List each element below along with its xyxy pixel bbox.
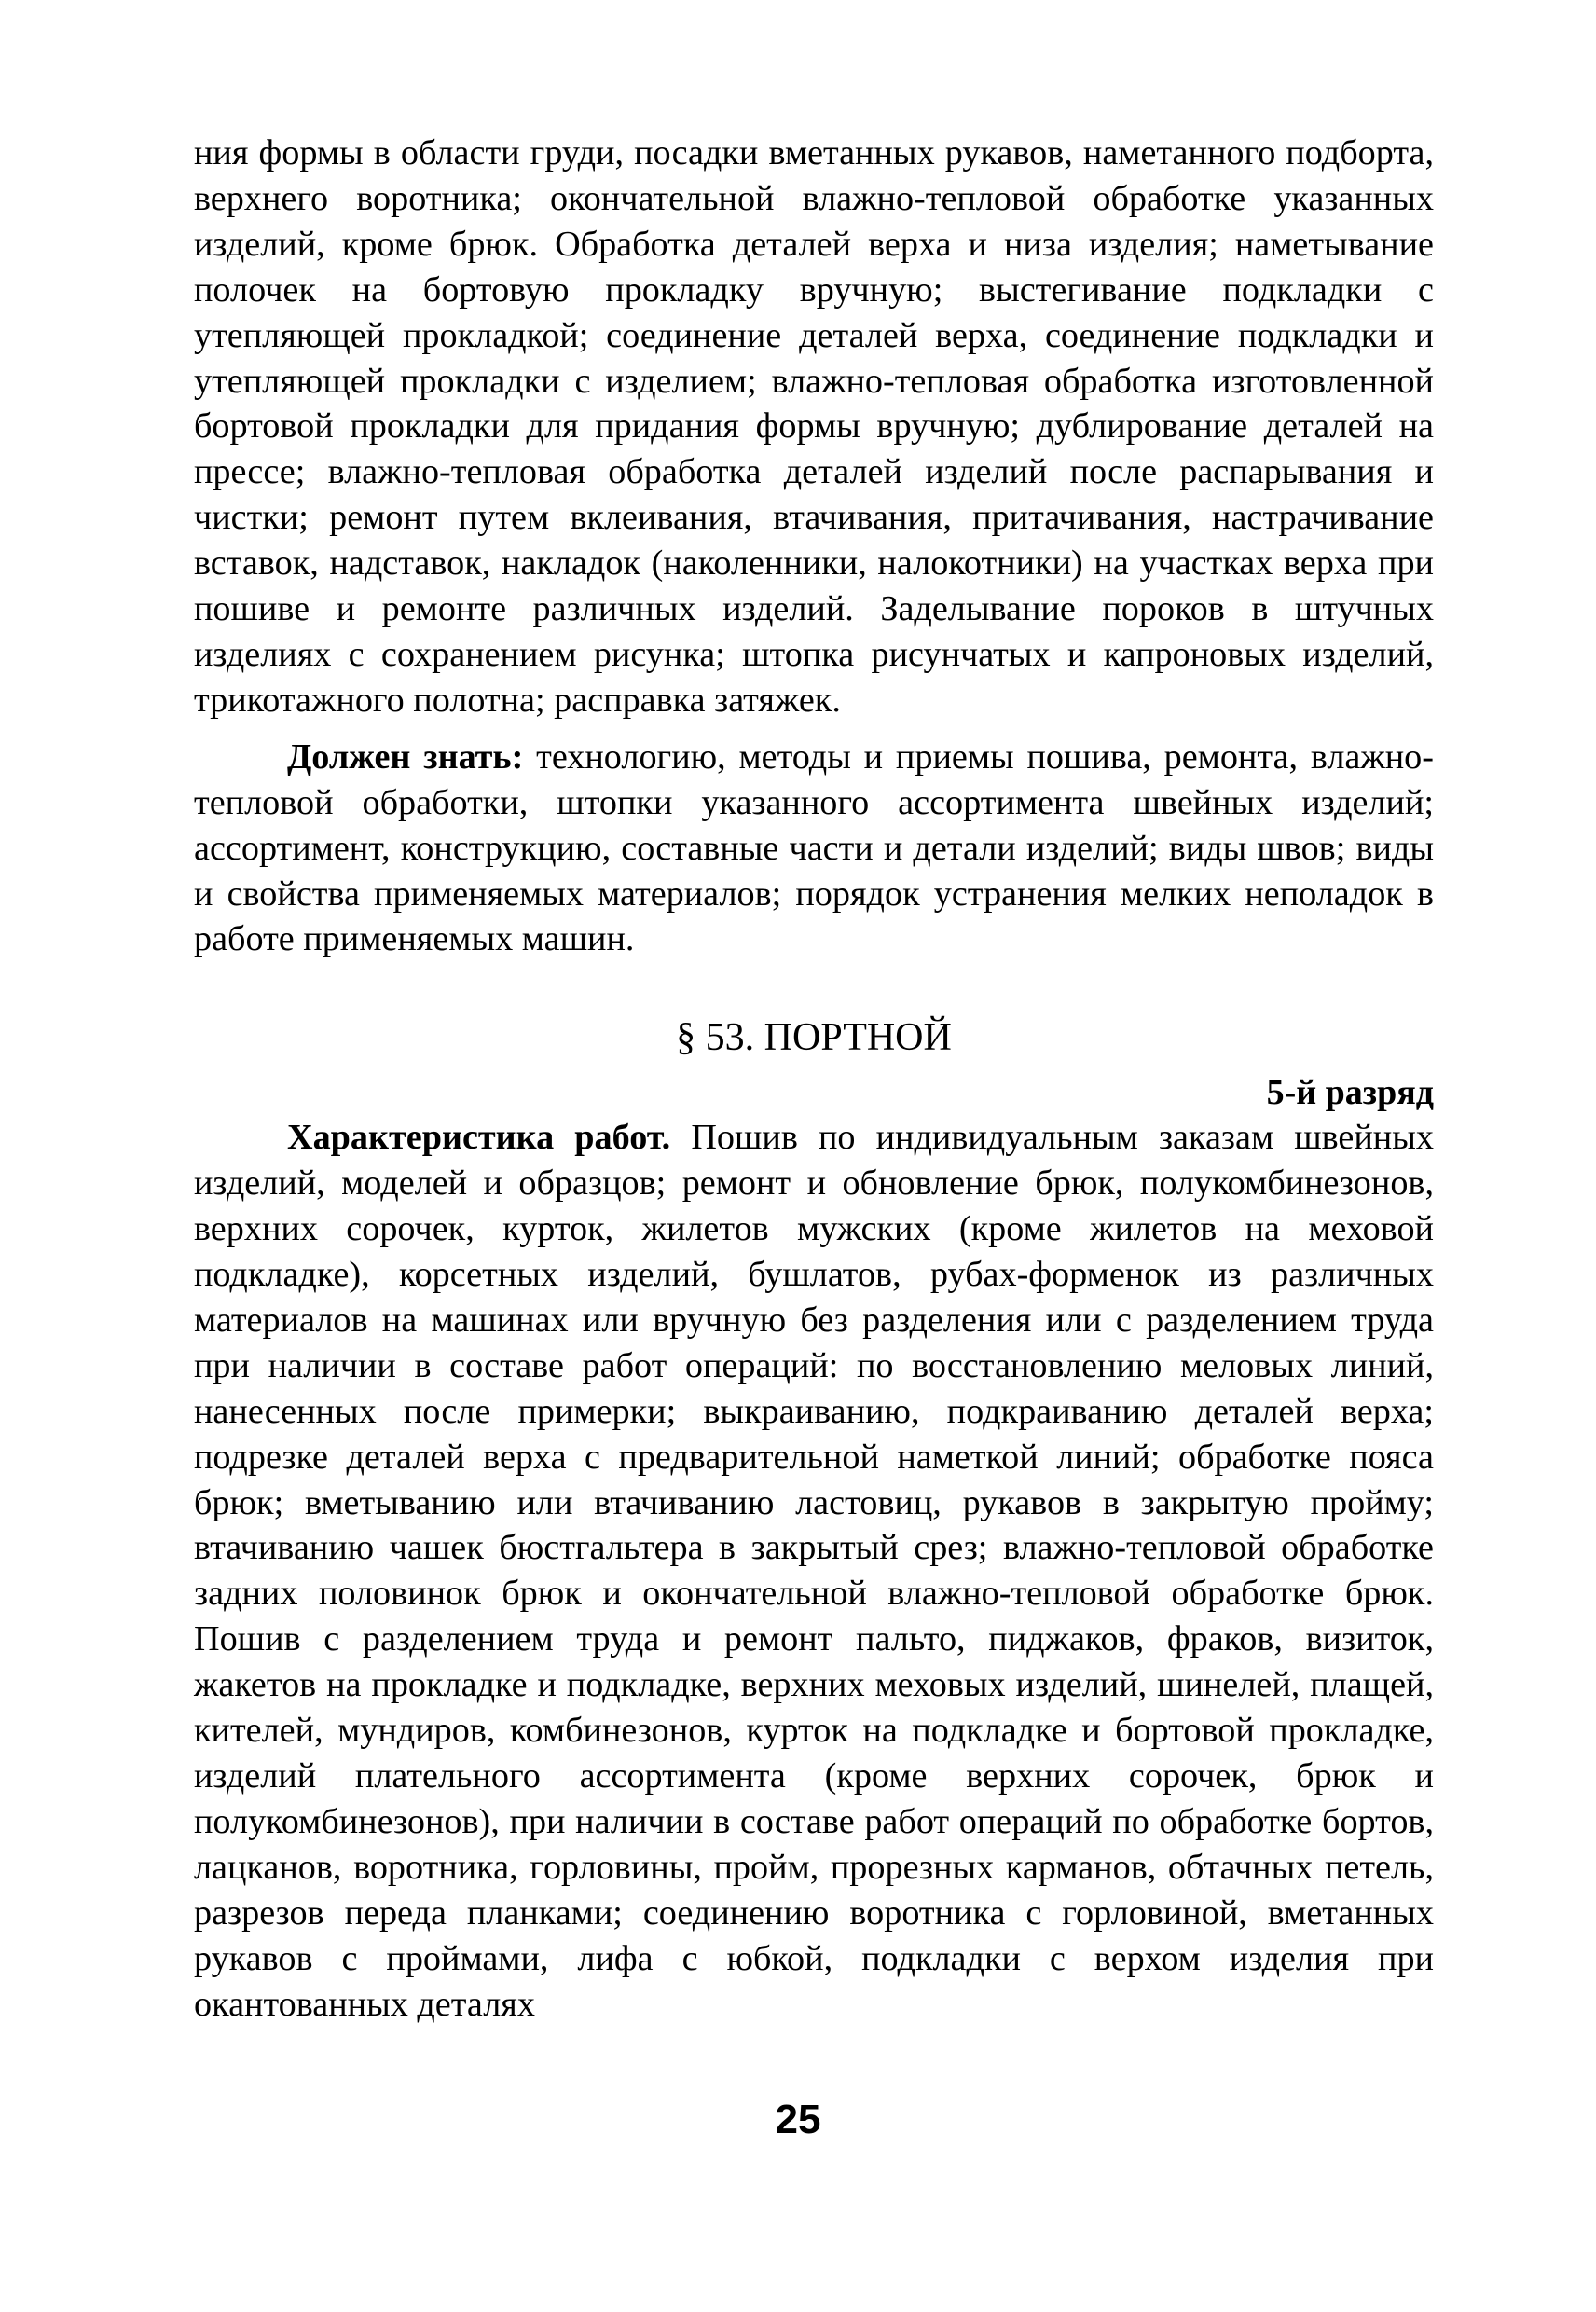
page-number: 25 xyxy=(775,2097,821,2142)
paragraph-must-know xyxy=(194,735,1434,963)
must-know-text: технологию, методы и приемы пошива, ремонта, влажно-тепловой обработки, штопки указанного ассортимента швейных изделий; ассортимент, конструкцию, составные части и детали изделий; виды швов; виды и свойства применяемых материалов; порядок устранения мелких неполадок в работе применяемых машин. xyxy=(194,736,1434,959)
section-title: § 53. ПОРТНОЙ xyxy=(676,1016,952,1060)
paragraph-continued: ния формы в области груди, посадки вметанных рукавов, наметанного подборта, верхнего воротника; окончательной влажно-тепловой обработке указанных изделий, кроме брюк. Обработка деталей верха и низа изделия; наметывание полочек на бортовую прокладку вручную; выстегивание подкладки с утепляющей прокладкой; соединение деталей верха, соединение подкладки и утепляющей прокладки с изделием; влажно-тепловая обработка изготовленной бортовой прокладки для придания формы вручную; дублирование деталей на прессе; влажно-тепловая обработка деталей изделий после распарывания и чистки; ремонт путем вклеивания, втачивания, притачивания, настрачивание вставок, надставок, накладок (наколенники, налокотники) на участках верха при пошиве и ремонте различных изделий. Заделывание пороков в штучных изделиях с сохранением рисунка; штопка рисунчатых и капроновых изделий, трикотажного полотна; расправка затяжек. xyxy=(194,133,1434,720)
paragraph-work-characteristics xyxy=(194,1115,1434,2027)
grade-label: 5-й разряд xyxy=(1266,1073,1434,1113)
work-characteristics-text: Пошив по индивидуальным заказам швейных изделий, моделей и образцов; ремонт и обновление брюк, полукомбинезонов, верхних сорочек, курток, жилетов мужских (кроме жилетов на меховой подкладке), корсетных изделий, бушлатов, рубах-форменок из различных материалов на машинах или вручную без разделения или с разделением труда при наличии в составе работ операций: по восстановлению меловых линий, нанесенных после примерки; выкраиванию, подкраиванию деталей верха; подрезке деталей верха с предварительной наметкой линий; обработке пояса брюк; вметыванию или втачиванию ластовиц, рукавов в закрытую пройму; втачиванию чашек бюстгальтера в закрытый срез; влажно-тепловой обработке задних половинок брюк и окончательной влажно-тепловой обработке брюк. Пошив с разделением труда и ремонт пальто, пиджаков, фраков, визиток, жакетов на прокладке и подкладке, верхних меховых изделий, шинелей, плащей, кителей, мундиров, комбинезонов, курток на подкладке и бортовой прокладке, изделий плательного ассортимента (кроме верхних сорочек, брюк и полукомбинезонов), при наличии в составе работ операций по обработке бортов, лацканов, воротника, горловины, пройм, прорезных карманов, обтачных петель, разрезов переда планками; соединению воротника с горловиной, вметанных рукавов с проймами, лифа с юбкой, подкладки с верхом изделия при окантованных деталях xyxy=(194,1118,1434,2024)
must-know-lead: Должен знать: xyxy=(287,736,524,777)
work-characteristics-lead: Характеристика работ. xyxy=(287,1118,671,1158)
document-page xyxy=(194,131,1434,2027)
